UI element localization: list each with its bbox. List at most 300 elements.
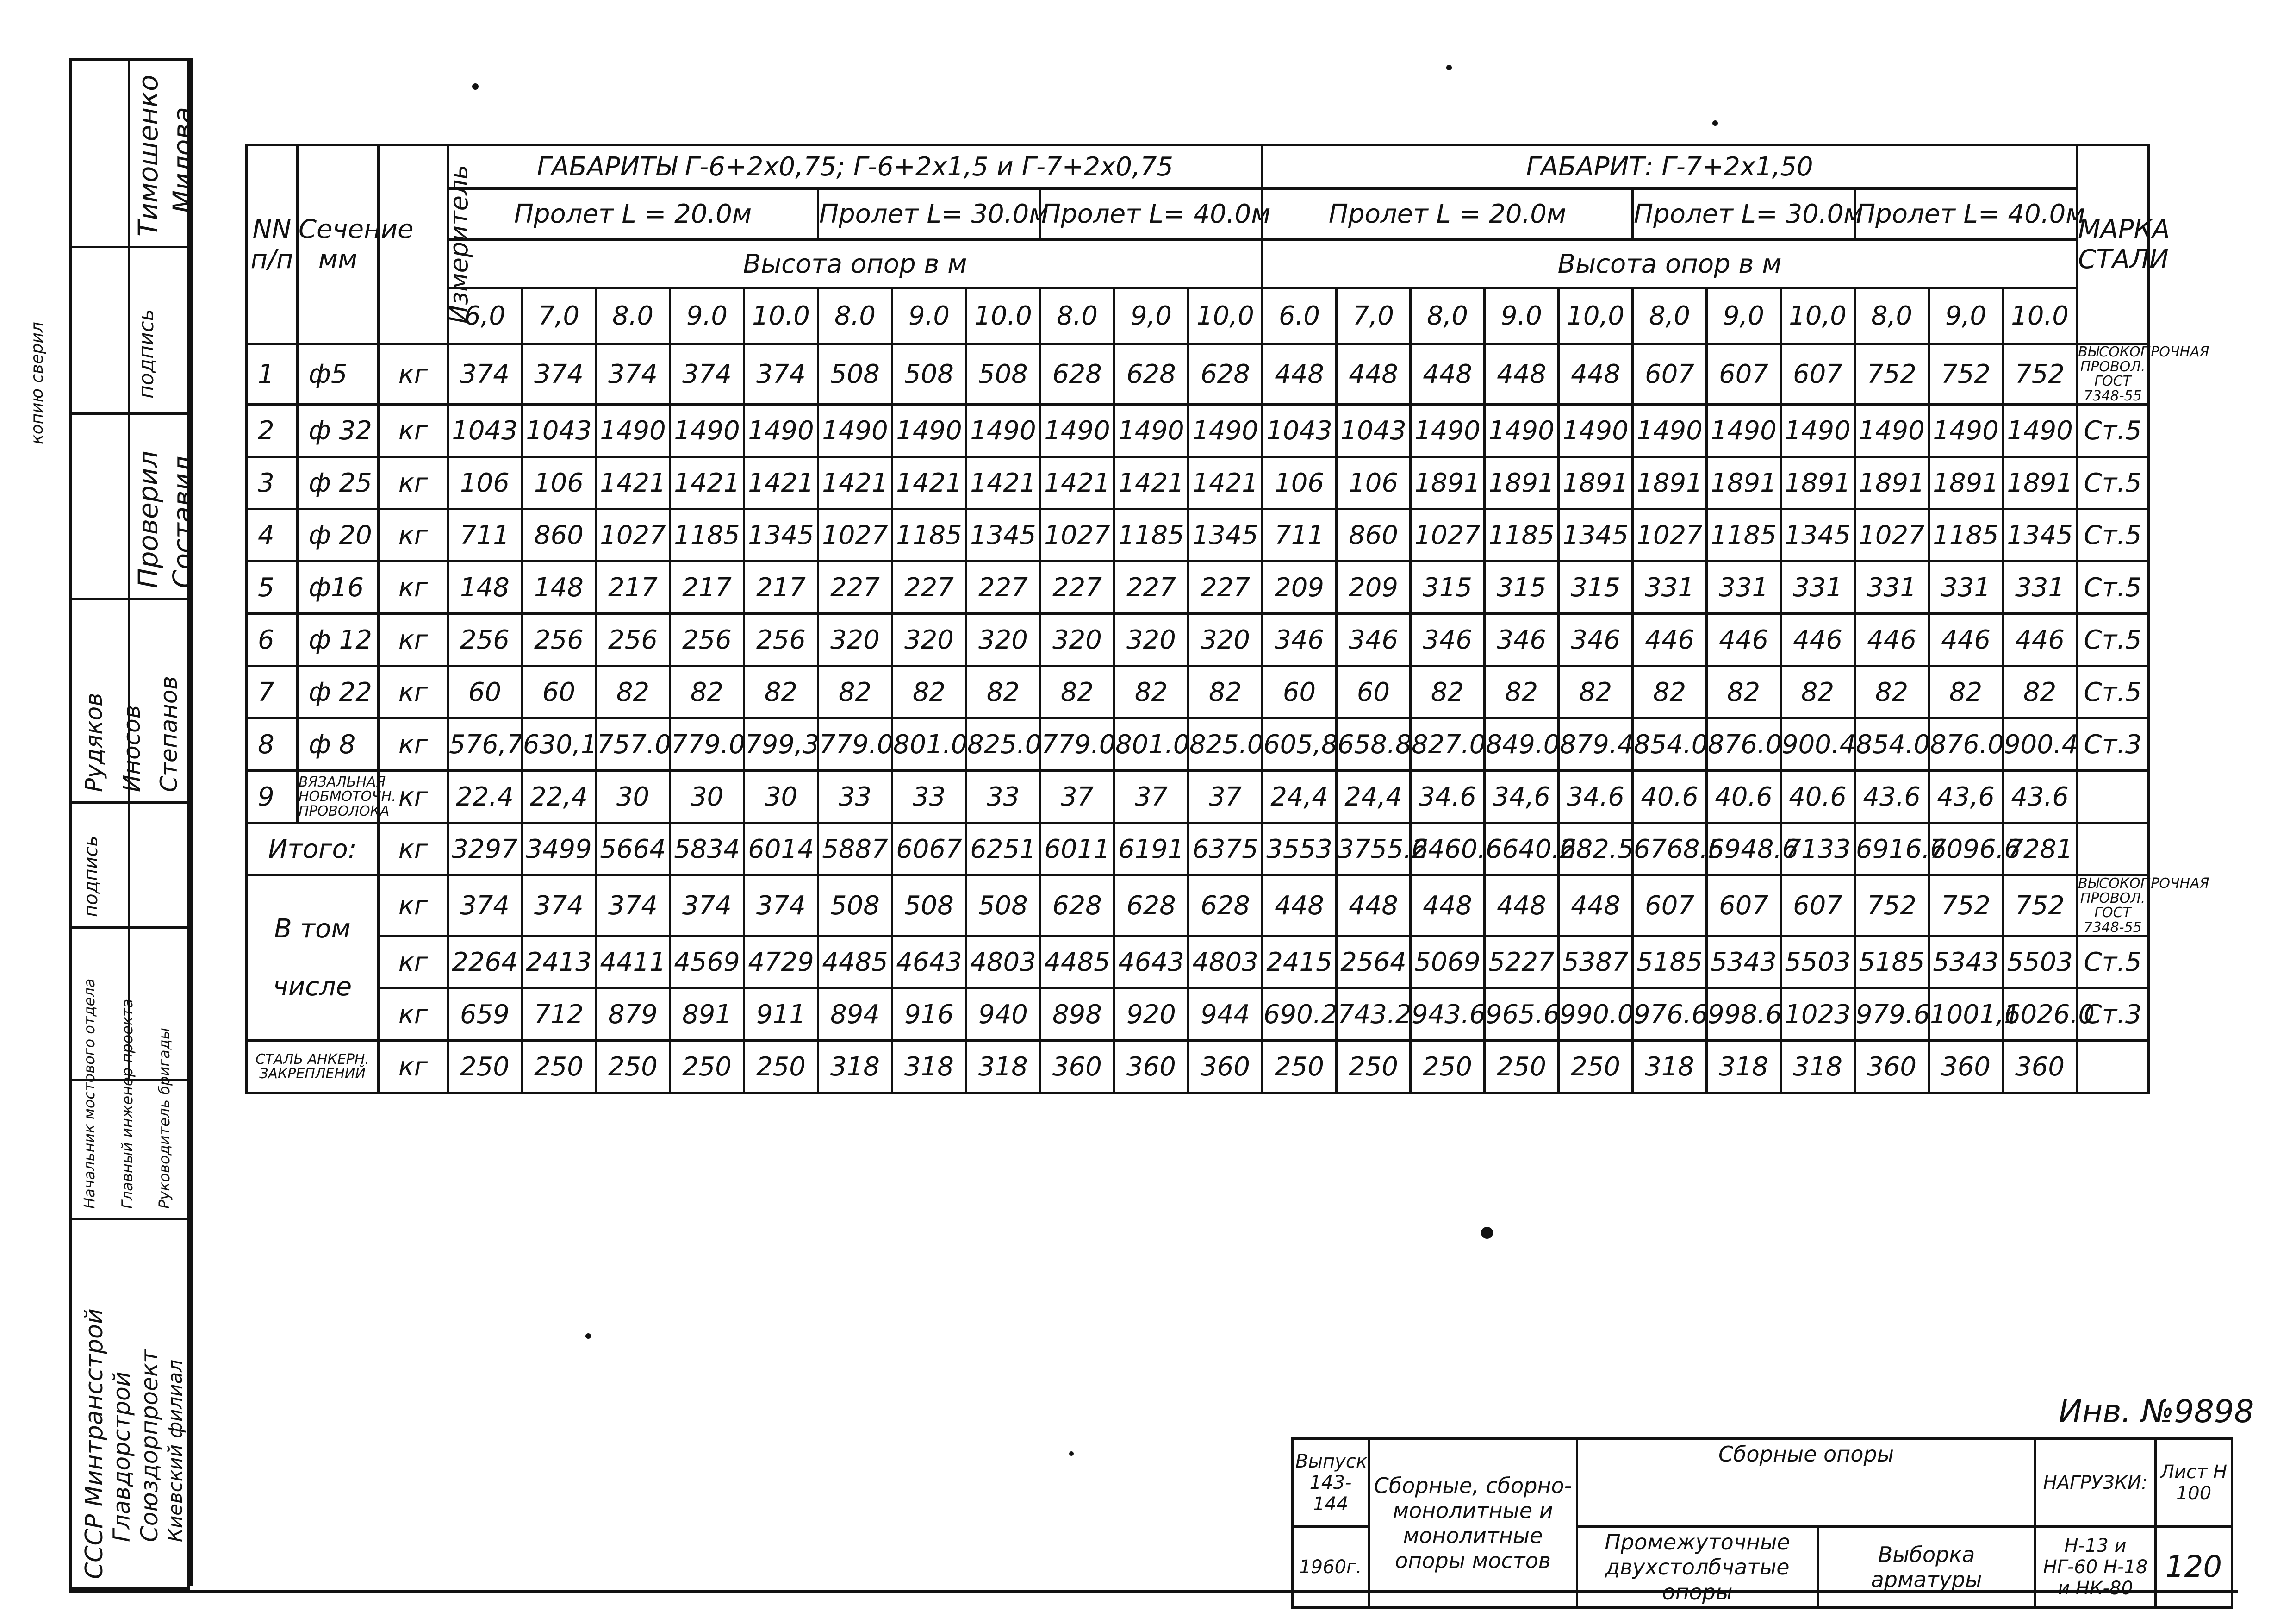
- value-cell: 628: [1188, 344, 1263, 405]
- row-unit: кг: [379, 614, 448, 666]
- scan-speck: [1069, 1451, 1074, 1456]
- value-cell: 6948.6: [1707, 823, 1781, 875]
- row-number: 5: [247, 562, 298, 614]
- value-cell: 779.0: [1040, 718, 1114, 771]
- value-cell: 446: [1781, 614, 1855, 666]
- stamp-title-1: Сборные, сборно-монолитные и монолитные опоры мостов: [1369, 1439, 1577, 1608]
- value-cell: 891: [670, 988, 744, 1041]
- value-cell: 607: [1633, 875, 1707, 936]
- value-cell: 757.0: [596, 718, 670, 771]
- value-cell: 22,4: [522, 771, 596, 823]
- height-cell: 8,0: [1633, 288, 1707, 344]
- value-cell: 320: [1114, 614, 1188, 666]
- value-cell: 5343: [1707, 936, 1781, 988]
- value-cell: 3297: [448, 823, 522, 875]
- value-cell: 6011: [1040, 823, 1114, 875]
- person-name: Иносов: [118, 705, 145, 792]
- value-cell: 256: [670, 614, 744, 666]
- value-cell: 250: [522, 1041, 596, 1093]
- value-cell: 5834: [670, 823, 744, 875]
- role-label: Составил: [167, 456, 199, 588]
- value-cell: 827.0: [1411, 718, 1485, 771]
- row-unit: кг: [379, 509, 448, 562]
- value-cell: 331: [2003, 562, 2077, 614]
- value-cell: 916: [892, 988, 966, 1041]
- value-cell: 43.6: [2003, 771, 2077, 823]
- value-cell: 227: [1188, 562, 1263, 614]
- row-section: ф16: [298, 562, 379, 614]
- value-cell: 106: [1263, 457, 1337, 509]
- value-cell: 1490: [818, 405, 892, 457]
- stamp-loads: Н-13 и НГ-60 Н-18 и НК-80: [2035, 1527, 2156, 1608]
- value-cell: 3499: [522, 823, 596, 875]
- value-cell: 508: [818, 344, 892, 405]
- value-cell: 2415: [1263, 936, 1337, 988]
- value-cell: 825.0: [966, 718, 1040, 771]
- total-label: Итого:: [247, 823, 379, 875]
- value-cell: 1490: [966, 405, 1040, 457]
- value-cell: 250: [1485, 1041, 1559, 1093]
- value-cell: 1891: [1929, 457, 2003, 509]
- header-span-20: Пролет L = 20.0м: [448, 189, 818, 240]
- value-cell: 331: [1707, 562, 1781, 614]
- value-cell: 320: [892, 614, 966, 666]
- value-cell: 346: [1337, 614, 1411, 666]
- value-cell: 743.2: [1337, 988, 1411, 1041]
- row-section: ф 20: [298, 509, 379, 562]
- height-cell: 7,0: [1337, 288, 1411, 344]
- including-label: [247, 875, 379, 1041]
- height-cell: 10,0: [1188, 288, 1263, 344]
- row-unit: кг: [379, 562, 448, 614]
- value-cell: 82: [966, 666, 1040, 718]
- copy-note: копию сверил: [28, 322, 47, 444]
- height-cell: 6,0: [448, 288, 522, 344]
- value-cell: 6768.5: [1633, 823, 1707, 875]
- value-cell: 860: [1337, 509, 1411, 562]
- value-cell: 256: [596, 614, 670, 666]
- height-cell: 10.0: [744, 288, 818, 344]
- value-cell: 37: [1188, 771, 1263, 823]
- row-number: 4: [247, 509, 298, 562]
- value-cell: 1027: [1411, 509, 1485, 562]
- height-cell: 10,0: [1559, 288, 1633, 344]
- value-cell: 1490: [1188, 405, 1263, 457]
- value-cell: 4485: [1040, 936, 1114, 988]
- value-cell: 82: [1855, 666, 1929, 718]
- value-cell: 1043: [522, 405, 596, 457]
- value-cell: 1490: [596, 405, 670, 457]
- value-cell: 1421: [1040, 457, 1114, 509]
- value-cell: 1490: [670, 405, 744, 457]
- value-cell: 658.8: [1337, 718, 1411, 771]
- row-section: ВЯЗАЛЬНАЯ НОБМОТОЧН. ПРОВОЛОКА: [298, 771, 379, 823]
- value-cell: 374: [744, 875, 818, 936]
- position-label: Начальник мостового отдела: [81, 978, 98, 1209]
- value-cell: 24,4: [1337, 771, 1411, 823]
- value-cell: 446: [1707, 614, 1781, 666]
- value-cell: 446: [1929, 614, 2003, 666]
- position-label: Руководитель бригады: [156, 1028, 173, 1209]
- value-cell: 318: [1633, 1041, 1707, 1093]
- value-cell: 607: [1707, 875, 1781, 936]
- value-cell: 374: [448, 344, 522, 405]
- reinforcement-table: [245, 144, 2209, 1094]
- value-cell: 1490: [1040, 405, 1114, 457]
- row-unit: кг: [379, 936, 448, 988]
- height-cell: 9,0: [1929, 288, 2003, 344]
- value-cell: 752: [2003, 344, 2077, 405]
- person-name: Тимошенко: [132, 75, 164, 237]
- value-cell: 979.6: [1855, 988, 1929, 1041]
- value-cell: 4485: [818, 936, 892, 988]
- value-cell: 33: [966, 771, 1040, 823]
- value-cell: 106: [448, 457, 522, 509]
- value-cell: 320: [818, 614, 892, 666]
- value-cell: 1490: [1929, 405, 2003, 457]
- including-label-2: числе: [273, 972, 352, 1002]
- value-cell: 1490: [1114, 405, 1188, 457]
- value-cell: 448: [1411, 875, 1485, 936]
- value-cell: 2264: [448, 936, 522, 988]
- position-label: Главный инженер проекта: [118, 999, 136, 1209]
- header-span-30: Пролет L= 30.0м: [1633, 189, 1855, 240]
- value-cell: 360: [2003, 1041, 2077, 1093]
- value-cell: 256: [522, 614, 596, 666]
- value-cell: 1891: [2003, 457, 2077, 509]
- row-steel: Ст.5: [2077, 457, 2149, 509]
- row-number: 1: [247, 344, 298, 405]
- header-span-30: Пролет L= 30.0м: [818, 189, 1040, 240]
- value-cell: 1490: [1633, 405, 1707, 457]
- value-cell: 250: [670, 1041, 744, 1093]
- row-unit: кг: [379, 405, 448, 457]
- person-name: Милова: [167, 106, 199, 213]
- value-cell: 331: [1929, 562, 2003, 614]
- value-cell: 998.6: [1707, 988, 1781, 1041]
- value-cell: 1043: [1263, 405, 1337, 457]
- table-row: [247, 614, 2149, 666]
- row-steel: ВЫСОКОПРОЧНАЯ ПРОВОЛ. ГОСТ 7348-55: [2077, 875, 2149, 936]
- value-cell: 898: [1040, 988, 1114, 1041]
- row-unit: кг: [379, 344, 448, 405]
- value-cell: 3755.2: [1337, 823, 1411, 875]
- value-cell: 1027: [1633, 509, 1707, 562]
- row-section: ф 32: [298, 405, 379, 457]
- value-cell: 900.4: [1781, 718, 1855, 771]
- value-cell: 854.0: [1855, 718, 1929, 771]
- value-cell: 217: [744, 562, 818, 614]
- value-cell: 1421: [966, 457, 1040, 509]
- stamp-year: 1960г.: [1293, 1527, 1369, 1608]
- value-cell: 106: [522, 457, 596, 509]
- value-cell: 227: [892, 562, 966, 614]
- value-cell: 628: [1040, 875, 1114, 936]
- org-name: СССР Минтрансстрой: [81, 1308, 108, 1579]
- value-cell: 6375: [1188, 823, 1263, 875]
- value-cell: 148: [522, 562, 596, 614]
- value-cell: 106: [1337, 457, 1411, 509]
- row-steel: Ст.5: [2077, 562, 2149, 614]
- value-cell: 374: [596, 344, 670, 405]
- row-steel: Ст.5: [2077, 936, 2149, 988]
- height-cell: 9,0: [1707, 288, 1781, 344]
- value-cell: 43.6: [1855, 771, 1929, 823]
- value-cell: 1490: [1855, 405, 1929, 457]
- value-cell: 752: [1855, 875, 1929, 936]
- value-cell: 82: [818, 666, 892, 718]
- value-cell: 374: [670, 875, 744, 936]
- value-cell: 320: [966, 614, 1040, 666]
- value-cell: 6014: [744, 823, 818, 875]
- value-cell: 1001,6: [1929, 988, 2003, 1041]
- value-cell: 1421: [596, 457, 670, 509]
- row-unit: кг: [379, 1041, 448, 1093]
- value-cell: 879.4: [1559, 718, 1633, 771]
- value-cell: 894: [818, 988, 892, 1041]
- value-cell: 315: [1411, 562, 1485, 614]
- value-cell: 1027: [596, 509, 670, 562]
- value-cell: 607: [1707, 344, 1781, 405]
- header-span-40: Пролет L= 40.0м: [1855, 189, 2077, 240]
- value-cell: 60: [522, 666, 596, 718]
- value-cell: 779.0: [670, 718, 744, 771]
- value-cell: 60: [448, 666, 522, 718]
- value-cell: 860: [522, 509, 596, 562]
- row-steel: Ст.5: [2077, 614, 2149, 666]
- value-cell: 318: [818, 1041, 892, 1093]
- value-cell: 2564: [1337, 936, 1411, 988]
- value-cell: 779.0: [818, 718, 892, 771]
- value-cell: 256: [744, 614, 818, 666]
- total-row: [247, 823, 2149, 875]
- value-cell: 30: [670, 771, 744, 823]
- value-cell: 318: [966, 1041, 1040, 1093]
- sign-label: подпись: [81, 836, 102, 917]
- value-cell: 30: [596, 771, 670, 823]
- value-cell: 682.5: [1559, 823, 1633, 875]
- row-number: 6: [247, 614, 298, 666]
- value-cell: 7133: [1781, 823, 1855, 875]
- value-cell: 82: [1485, 666, 1559, 718]
- value-cell: 508: [966, 875, 1040, 936]
- value-cell: 940: [966, 988, 1040, 1041]
- org-name: Киевский филиал: [164, 1359, 187, 1542]
- value-cell: 60: [1337, 666, 1411, 718]
- value-cell: 854.0: [1633, 718, 1707, 771]
- value-cell: 1490: [744, 405, 818, 457]
- row-steel: [2077, 823, 2149, 875]
- value-cell: 5503: [2003, 936, 2077, 988]
- value-cell: 1421: [670, 457, 744, 509]
- stamp-loads-label: НАГРУЗКИ:: [2035, 1439, 2156, 1527]
- value-cell: 30: [744, 771, 818, 823]
- value-cell: 1891: [1781, 457, 1855, 509]
- value-cell: 1490: [1559, 405, 1633, 457]
- value-cell: 24,4: [1263, 771, 1337, 823]
- value-cell: 148: [448, 562, 522, 614]
- stamp-title-2: Сборные опоры: [1577, 1439, 2035, 1527]
- value-cell: 360: [1114, 1041, 1188, 1093]
- value-cell: 82: [1040, 666, 1114, 718]
- stamp-sheet-label: Лист Н 100: [2156, 1439, 2232, 1527]
- title-stamp: [1291, 1437, 2233, 1609]
- row-unit: кг: [379, 823, 448, 875]
- value-cell: 1345: [1559, 509, 1633, 562]
- value-cell: 1421: [744, 457, 818, 509]
- value-cell: 209: [1337, 562, 1411, 614]
- value-cell: 82: [1114, 666, 1188, 718]
- header-unit: [379, 145, 474, 344]
- value-cell: 1490: [1781, 405, 1855, 457]
- value-cell: 607: [1781, 344, 1855, 405]
- value-cell: 5664: [596, 823, 670, 875]
- value-cell: 250: [1559, 1041, 1633, 1093]
- row-steel: Ст.3: [2077, 988, 2149, 1041]
- value-cell: 209: [1263, 562, 1337, 614]
- table-row: [247, 771, 2149, 823]
- value-cell: 374: [522, 344, 596, 405]
- value-cell: 320: [1188, 614, 1263, 666]
- value-cell: 1027: [818, 509, 892, 562]
- value-cell: 752: [1855, 344, 1929, 405]
- value-cell: 34,6: [1485, 771, 1559, 823]
- including-row: [247, 988, 2149, 1041]
- header-group-1: ГАБАРИТЫ Г-6+2х0,75; Г-6+2х1,5 и Г-7+2х0,75: [448, 145, 1263, 189]
- value-cell: 4643: [1114, 936, 1188, 988]
- row-section: ф 22: [298, 666, 379, 718]
- value-cell: 1345: [1188, 509, 1263, 562]
- value-cell: 448: [1559, 875, 1633, 936]
- value-cell: 360: [1040, 1041, 1114, 1093]
- value-cell: 33: [892, 771, 966, 823]
- value-cell: 360: [1929, 1041, 2003, 1093]
- value-cell: 2413: [522, 936, 596, 988]
- value-cell: 446: [1633, 614, 1707, 666]
- value-cell: 250: [1411, 1041, 1485, 1093]
- value-cell: 4411: [596, 936, 670, 988]
- value-cell: 876.0: [1929, 718, 2003, 771]
- height-cell: 8.0: [818, 288, 892, 344]
- value-cell: 1490: [2003, 405, 2077, 457]
- value-cell: 607: [1781, 875, 1855, 936]
- table-row: [247, 509, 2149, 562]
- value-cell: 1891: [1485, 457, 1559, 509]
- header-height: Высота опор в м: [448, 240, 1263, 288]
- value-cell: 227: [1114, 562, 1188, 614]
- value-cell: 217: [596, 562, 670, 614]
- height-cell: 9.0: [1485, 288, 1559, 344]
- scan-speck: [585, 1333, 591, 1339]
- row-unit: кг: [379, 875, 448, 936]
- value-cell: 250: [1337, 1041, 1411, 1093]
- height-cell: 6.0: [1263, 288, 1337, 344]
- value-cell: 6916.6: [1855, 823, 1929, 875]
- value-cell: 43,6: [1929, 771, 2003, 823]
- value-cell: 5343: [1929, 936, 2003, 988]
- value-cell: 1185: [670, 509, 744, 562]
- value-cell: 1421: [1188, 457, 1263, 509]
- scan-speck: [1481, 1227, 1493, 1239]
- value-cell: 4803: [966, 936, 1040, 988]
- value-cell: 250: [744, 1041, 818, 1093]
- value-cell: 920: [1114, 988, 1188, 1041]
- row-section: ф 25: [298, 457, 379, 509]
- value-cell: 446: [2003, 614, 2077, 666]
- including-label-1: В том: [274, 914, 351, 944]
- person-name: Рудяков: [81, 693, 107, 792]
- value-cell: 33: [818, 771, 892, 823]
- header-height: Высота опор в м: [1263, 240, 2077, 288]
- value-cell: 1027: [1855, 509, 1929, 562]
- value-cell: 256: [448, 614, 522, 666]
- value-cell: 318: [892, 1041, 966, 1093]
- value-cell: 1043: [1337, 405, 1411, 457]
- value-cell: 7281: [2003, 823, 2077, 875]
- value-cell: 711: [1263, 509, 1337, 562]
- value-cell: 374: [744, 344, 818, 405]
- header-span-40: Пролет L= 40.0м: [1040, 189, 1263, 240]
- value-cell: 82: [2003, 666, 2077, 718]
- value-cell: 628: [1188, 875, 1263, 936]
- value-cell: 1891: [1411, 457, 1485, 509]
- value-cell: 346: [1263, 614, 1337, 666]
- value-cell: 5185: [1855, 936, 1929, 988]
- value-cell: 1490: [1411, 405, 1485, 457]
- value-cell: 1891: [1559, 457, 1633, 509]
- value-cell: 1345: [1781, 509, 1855, 562]
- value-cell: 6640.2: [1485, 823, 1559, 875]
- value-cell: 1345: [744, 509, 818, 562]
- value-cell: 250: [448, 1041, 522, 1093]
- value-cell: 346: [1411, 614, 1485, 666]
- value-cell: 607: [1633, 344, 1707, 405]
- value-cell: 849.0: [1485, 718, 1559, 771]
- row-number: 8: [247, 718, 298, 771]
- value-cell: 4803: [1188, 936, 1263, 988]
- value-cell: 22.4: [448, 771, 522, 823]
- value-cell: 900.4: [2003, 718, 2077, 771]
- value-cell: 1891: [1707, 457, 1781, 509]
- height-cell: 7,0: [522, 288, 596, 344]
- value-cell: 446: [1855, 614, 1929, 666]
- value-cell: 82: [1411, 666, 1485, 718]
- value-cell: 34.6: [1411, 771, 1485, 823]
- row-section: ф 8: [298, 718, 379, 771]
- value-cell: 82: [1707, 666, 1781, 718]
- including-row: [247, 936, 2149, 988]
- value-cell: 40.6: [1781, 771, 1855, 823]
- value-cell: 4643: [892, 936, 966, 988]
- row-unit: кг: [379, 457, 448, 509]
- value-cell: 331: [1781, 562, 1855, 614]
- value-cell: 752: [1929, 344, 2003, 405]
- value-cell: 448: [1337, 344, 1411, 405]
- value-cell: 34.6: [1559, 771, 1633, 823]
- value-cell: 4569: [670, 936, 744, 988]
- row-number: 7: [247, 666, 298, 718]
- value-cell: 37: [1040, 771, 1114, 823]
- value-cell: 346: [1559, 614, 1633, 666]
- value-cell: 6251: [966, 823, 1040, 875]
- value-cell: 628: [1114, 344, 1188, 405]
- row-section: ф 12: [298, 614, 379, 666]
- value-cell: 60: [1263, 666, 1337, 718]
- value-cell: 82: [1188, 666, 1263, 718]
- table-row: [247, 457, 2149, 509]
- value-cell: 1345: [2003, 509, 2077, 562]
- height-cell: 8.0: [1040, 288, 1114, 344]
